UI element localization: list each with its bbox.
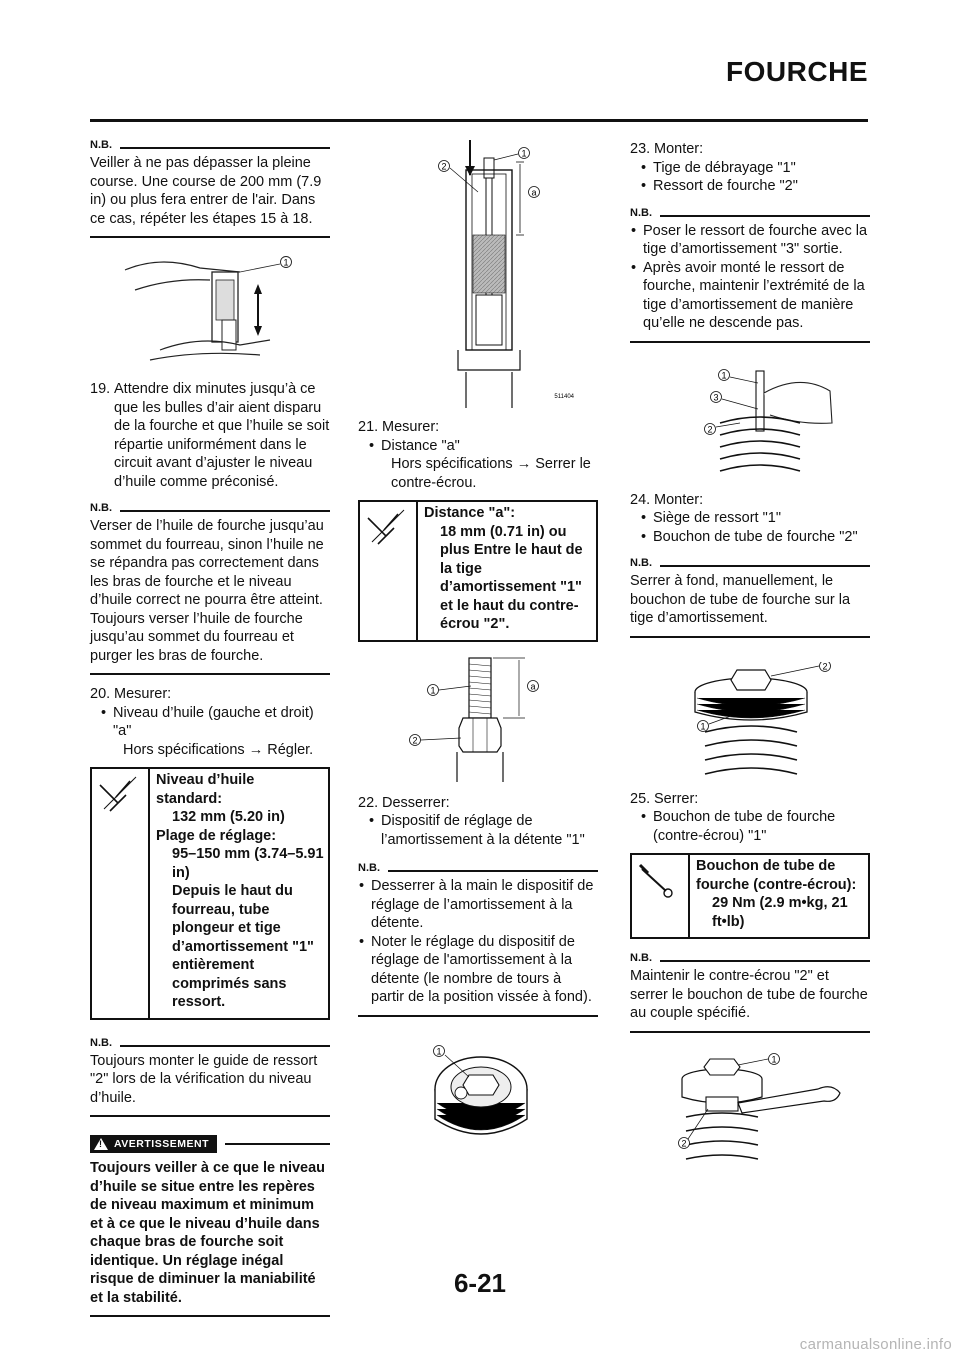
note-text: Maintenir le contre-écrou "2" et serrer le bouchon de tube de fourche au couple spécifié. — [630, 964, 870, 1033]
warning-label: AVERTISSEMENT — [114, 1138, 209, 1150]
callout-2: 2 — [707, 424, 713, 434]
callout-1: 1 — [721, 370, 727, 380]
callout-2: 2 — [441, 161, 447, 172]
measure-icon — [96, 775, 142, 817]
note-bullet-text: Poser le ressort de fourche avec la tige d’amortissement "3" sortie. — [643, 222, 868, 257]
bullet-text: Tige de débrayage "1" — [653, 159, 796, 176]
note-rule — [120, 1045, 330, 1047]
spec-box-torque — [630, 853, 870, 939]
spec-box-distance — [358, 500, 598, 642]
note-label: N.B. — [630, 557, 652, 569]
page-title: FOURCHE — [726, 56, 868, 87]
note-rule — [120, 510, 330, 512]
note-block — [358, 863, 598, 1017]
callout-2: 2 — [412, 735, 418, 745]
spec-line: 95–150 mm (3.74–5.91 in) — [172, 846, 324, 881]
spec-line: Distance "a": — [424, 505, 516, 521]
step-20 — [90, 685, 330, 759]
step-22 — [358, 794, 598, 850]
note-label: N.B. — [630, 206, 652, 219]
note-block — [90, 1038, 330, 1118]
bullet: • — [101, 704, 107, 721]
step-title: Monter: — [654, 141, 704, 157]
bullet: • — [641, 809, 647, 825]
step-title: Serrer: — [654, 790, 699, 807]
note-bullet-text: Après avoir monté le ressort de fourche, maintenir l’extrémité de la tige d’amortissement de manière qu’elle ne descende pas. — [643, 259, 865, 331]
note-label: N.B. — [358, 862, 380, 874]
warning-header — [90, 1135, 330, 1153]
note-text: Veiller à ne pas dépasser la pleine course. Une course de 200 mm (7.9 in) ou plus fera entrer de l'air. Dans ce cas, répéter les étapes 15 à 18. — [90, 151, 330, 238]
note-header — [630, 953, 870, 964]
note-block — [630, 953, 870, 1033]
out-of-spec: Hors spécifications — [391, 456, 513, 472]
step-number: 20. — [90, 686, 111, 702]
figure-code: 511404 — [554, 394, 574, 400]
bullet-text: Bouchon de tube de fourche "2" — [653, 528, 858, 545]
bullet: • — [359, 933, 365, 950]
note-header — [630, 558, 870, 569]
figure-fork-cross-section — [378, 140, 578, 410]
note-rule — [388, 870, 598, 872]
bullet: • — [631, 259, 637, 276]
arrow-icon: → — [516, 456, 532, 472]
note-label: N.B. — [90, 1036, 112, 1049]
bullet: • — [641, 528, 647, 545]
bullet: • — [369, 813, 375, 829]
figure-rebound-adjuster — [403, 1041, 553, 1151]
note-header — [630, 208, 870, 219]
callout-1: 1 — [436, 1046, 442, 1056]
callout-a: a — [531, 187, 537, 198]
figure-fork-compress — [120, 250, 300, 370]
note-rule — [660, 215, 870, 217]
spec-line: 18 mm (0.71 in) ou plus Entre le haut de la tige d’amortissement "1" et le haut du contre-écrou "2". — [440, 523, 583, 632]
callout-a: a — [530, 681, 536, 691]
bullet-text: Siège de ressort "1" — [653, 510, 781, 526]
step-number: 21. — [358, 419, 379, 435]
callout-1: 1 — [521, 148, 527, 159]
bullet-text: Niveau d’huile (gauche et droit) "a" — [113, 704, 314, 739]
column-left — [90, 140, 330, 1317]
step-number: 19. — [90, 381, 111, 397]
warning-rule — [225, 1143, 330, 1145]
title-rule — [90, 119, 868, 122]
note-text: Toujours monter le guide de ressort "2" lors de la vérification du niveau d’huile. — [90, 1049, 330, 1118]
action-text: Serrer le contre-écrou. — [391, 456, 591, 491]
spec-line: Niveau d’huile standard: — [156, 772, 255, 807]
callout-2: 2 — [681, 1138, 687, 1148]
note-header — [358, 863, 598, 874]
step-text: Attendre dix minutes jusqu’à ce que les bulles d’air aient disparu de la fourche et que l’huile se soit répartie uniformément dans le circuit avant d’ajuster le niveau d’huile comme préconisé. — [114, 381, 330, 490]
note-bullet-text: Desserrer à la main le dispositif de réglage de l’amortissement à la détente. — [371, 878, 594, 931]
note-header — [90, 503, 330, 514]
step-number: 25. — [630, 790, 651, 807]
measure-icon — [364, 508, 410, 550]
bullet: • — [641, 510, 647, 526]
callout-1: 1 — [700, 721, 706, 731]
step-21 — [358, 418, 598, 492]
callout-3: 3 — [713, 392, 719, 402]
bullet-text: Ressort de fourche "2" — [653, 178, 798, 194]
step-24 — [630, 491, 870, 547]
note-label: N.B. — [90, 502, 112, 514]
note-block — [630, 558, 870, 638]
note-label: N.B. — [90, 139, 112, 151]
callout-1: 1 — [430, 685, 436, 695]
note-text: Serrer à fond, manuellement, le bouchon de tube de fourche sur la tige d’amortissement. — [630, 569, 870, 638]
step-number: 22. — [358, 794, 379, 811]
step-title: Mesurer: — [382, 419, 440, 435]
step-number: 24. — [630, 491, 651, 508]
step-title: Desserrer: — [382, 794, 450, 811]
spec-box-oil-level — [90, 767, 330, 1020]
note-rule — [660, 960, 870, 962]
note-text: Verser de l’huile de fourche jusqu’au sommet du fourreau, sinon l’huile ne se répandra pas correctement dans les bras de fourche et le niveau d’huile correct ne pourra être atteint. Toujours verser l’huile de fourche jusqu’au sommet du fourreau et purger les bras de fourche. — [90, 514, 330, 675]
bullet-text: Dispositif de réglage de l’amortissement à la détente "1" — [381, 813, 585, 848]
bullet-text: Distance "a" — [381, 437, 460, 454]
out-of-spec: Hors spécifications — [123, 741, 245, 758]
note-label: N.B. — [630, 952, 652, 964]
figure-cap-wrench — [650, 1053, 850, 1173]
column-right — [630, 140, 870, 1181]
torque-wrench-icon — [636, 861, 682, 901]
spec-line: Bouchon de tube de fourche (contre-écrou): — [696, 858, 857, 893]
bullet: • — [641, 159, 647, 176]
note-header — [90, 140, 330, 151]
step-25 — [630, 790, 870, 846]
note-rule — [120, 147, 330, 149]
note-block — [90, 503, 330, 675]
warning-icon: ! — [94, 1138, 108, 1150]
step-number: 23. — [630, 141, 651, 157]
spec-line: Depuis le haut du fourreau, tube plongeur et tige d’amortissement "1" entièrement comprimés sans ressort. — [172, 883, 314, 1010]
bullet-text: Bouchon de tube de fourche (contre-écrou) "1" — [653, 809, 836, 844]
column-middle — [358, 140, 598, 1159]
figure-fork-cap — [665, 662, 835, 782]
warning-text: Toujours veiller à ce que le niveau d’huile se situe entre les repères de niveau maximum et minimum et à ce que le niveau d’huile dans chaque bras de fourche soit identique. Un réglage inégal risque de diminuer la maniabilité et la stabilité. — [90, 1153, 330, 1317]
page-number: 6-21 — [453, 1268, 507, 1298]
spec-line: 132 mm (5.20 in) — [172, 809, 285, 825]
callout-1: 1 — [283, 257, 289, 268]
note-header — [90, 1038, 330, 1049]
note-bullet-text: Noter le réglage du dispositif de réglage de l'amortissement à la détente (le nombre de tours à partir de la position vissée à fond). — [371, 933, 592, 1005]
step-title: Monter: — [654, 491, 704, 508]
figure-spring-install — [660, 363, 840, 483]
spec-line: Plage de réglage: — [156, 827, 277, 844]
arrow-icon: → — [248, 741, 264, 758]
watermark: carmanualsonline.info — [799, 1336, 952, 1353]
callout-1: 1 — [771, 1054, 777, 1064]
step-19 — [90, 380, 330, 491]
warning-badge — [90, 1135, 217, 1153]
note-block — [90, 140, 330, 238]
callout-2: 2 — [822, 661, 828, 671]
note-rule — [660, 565, 870, 567]
bullet: • — [359, 878, 365, 894]
step-23 — [630, 140, 870, 196]
action-text: Régler. — [267, 741, 314, 758]
bullet: • — [641, 178, 647, 194]
spec-line: 29 Nm (2.9 m•kg, 21 ft•lb) — [712, 895, 848, 930]
figure-damper-rod-nut — [393, 656, 563, 786]
note-block — [630, 208, 870, 343]
bullet: • — [631, 222, 637, 239]
bullet: • — [369, 437, 375, 454]
step-title: Mesurer: — [114, 686, 172, 702]
